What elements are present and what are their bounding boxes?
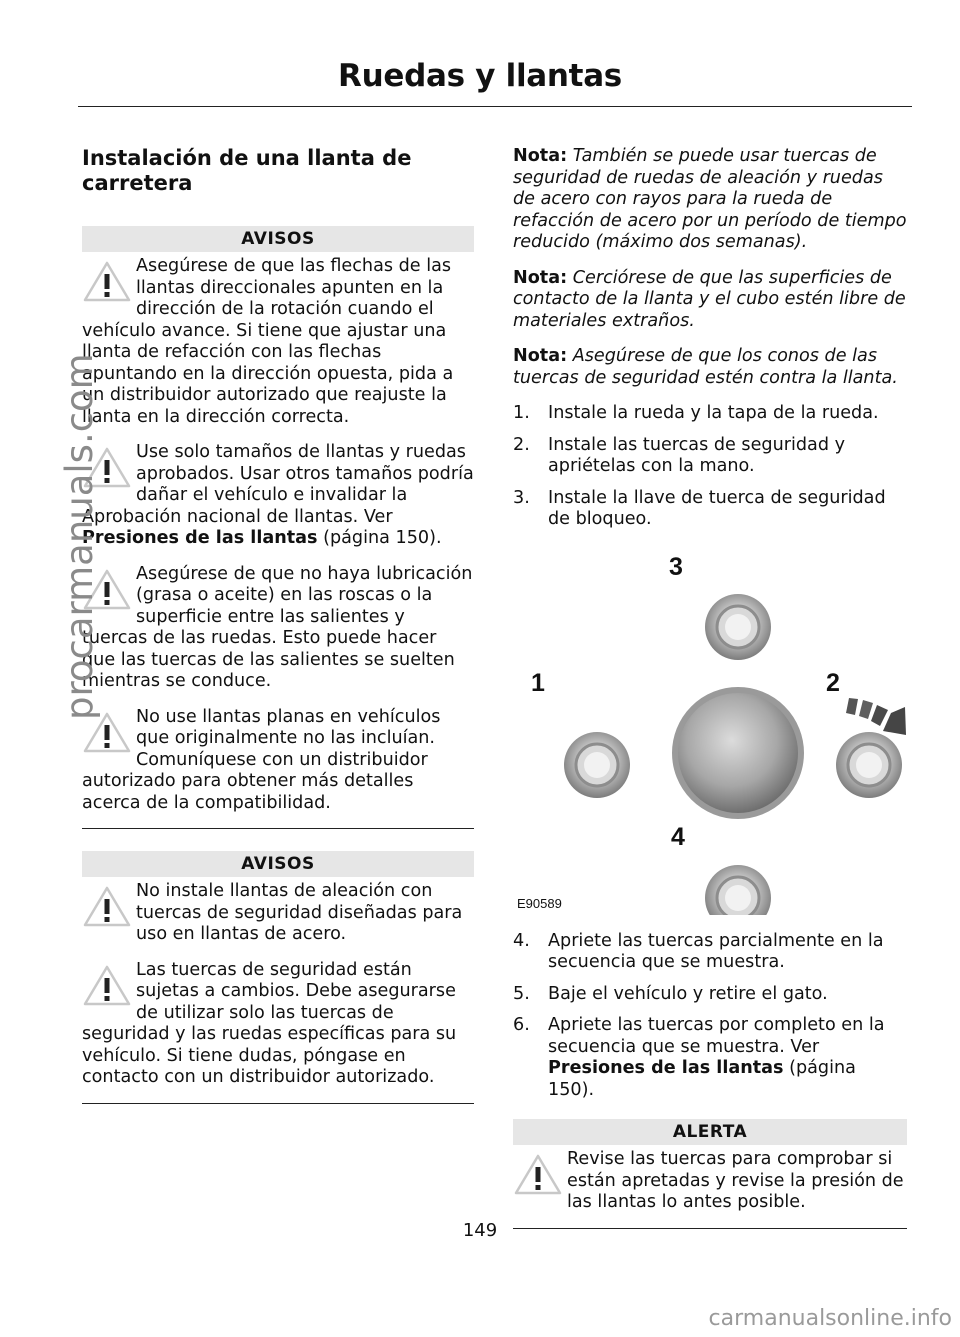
chapter-title: Ruedas y llantas — [338, 58, 622, 94]
right-column — [513, 146, 907, 1229]
step-item — [513, 1015, 907, 1101]
lug-nut-1 — [564, 732, 630, 798]
wheel-hub — [675, 690, 801, 816]
lug-nut-4 — [705, 865, 771, 915]
step-item — [513, 984, 907, 1006]
step-item — [513, 488, 907, 531]
warning-box-1 — [82, 226, 474, 829]
step-text: Instale la llave de tuerca de seguridad de bloqueo. — [548, 487, 886, 529]
step-text: Apriete las tuercas parcialmente en la secuencia que se muestra. — [548, 930, 884, 972]
note-text: También se puede usar tuercas de seguridad de ruedas de aleación y ruedas de acero con rayos para la rueda de refacción de acero por un período de tiempo reducido (máximo dos semanas). — [513, 146, 907, 252]
left-column — [82, 146, 474, 1104]
watermark-left: procarmanuals.com — [58, 353, 101, 720]
warning-item — [82, 707, 474, 815]
step-item — [513, 435, 907, 478]
page-reference: (página 150). — [317, 528, 442, 548]
steps-list — [513, 403, 907, 531]
page-reference: (página 150). — [548, 1058, 856, 1100]
warning-item — [82, 881, 474, 946]
lug-nut-3 — [705, 594, 771, 660]
lug-nut-2 — [836, 732, 902, 798]
sequence-label: 2 — [826, 668, 840, 697]
step-number: 4. — [513, 930, 530, 951]
warning-box-2 — [82, 851, 474, 1104]
warning-heading: AVISOS — [82, 851, 474, 877]
tighten-arrow-icon — [846, 698, 906, 735]
warning-item — [82, 442, 474, 550]
step-text: Baje el vehículo y retire el gato. — [548, 983, 828, 1004]
warning-text: No use llantas planas en vehículos que originalmente no las incluían. Comuníquese con un distribuidor autorizado para obtener más detalles acerca de la compatibilidad. — [82, 706, 441, 813]
step-item — [513, 403, 907, 425]
note-text: Asegúrese de que los conos de las tuercas de seguridad estén contra la llanta. — [513, 346, 898, 388]
alert-item — [513, 1149, 907, 1214]
warning-text: Asegúrese de que no haya lubricación (grasa o aceite) en las roscas o la superficie entre las salientes y tuercas de las ruedas. Esto puede hacer que las tuercas de las salientes se suelten mientras se conduce. — [82, 563, 473, 691]
step-item — [513, 931, 907, 974]
note — [513, 268, 907, 333]
warning-text: Use solo tamaños de llantas y ruedas aprobados. Usar otros tamaños podría dañar el vehículo e invalidar la Aprobación nacional de llantas. Ver — [82, 442, 474, 527]
note-text: Cerciórese de que las superficies de contacto de la llanta y el cubo estén libre de materiales extraños. — [513, 267, 906, 331]
note — [513, 346, 907, 389]
sequence-label: 1 — [531, 668, 545, 697]
step-text: Instale las tuercas de seguridad y apriételas con la mano. — [548, 434, 845, 476]
note-label: Nota: — [513, 267, 568, 288]
note-label: Nota: — [513, 146, 568, 166]
sequence-label: 3 — [669, 552, 683, 581]
alert-text: Revise las tuercas para comprobar si están apretadas y revise la presión de las llantas lo antes posible. — [567, 1149, 904, 1212]
note — [513, 146, 907, 254]
tire-pressure-link[interactable]: Presiones de las llantas — [548, 1058, 784, 1078]
note-label: Nota: — [513, 346, 568, 366]
lug-nut-sequence-figure — [513, 545, 907, 915]
watermark-bottom: carmanualsonline.info — [708, 1306, 952, 1331]
lug-nut-diagram — [513, 545, 907, 915]
steps-list — [513, 931, 907, 1102]
warning-text: Las tuercas de seguridad están sujetas a cambios. Debe asegurarse de utilizar solo las tuercas de seguridad y las ruedas específicas para su vehículo. Si tiene dudas, póngase en contacto con un distribuidor autorizado. — [82, 959, 457, 1087]
sequence-label: 4 — [671, 822, 685, 851]
page-number: 149 — [462, 1220, 498, 1241]
step-text: Apriete las tuercas por completo en la secuencia que se muestra. Ver — [548, 1015, 885, 1057]
alert-heading: ALERTA — [513, 1119, 907, 1145]
step-number: 3. — [513, 487, 530, 508]
section-title: Instalación de una llanta de carretera — [82, 146, 412, 195]
warning-rule — [82, 1103, 474, 1104]
figure-code: E90589 — [517, 895, 562, 911]
warning-heading: AVISOS — [82, 226, 474, 252]
step-text: Instale la rueda y la tapa de la rueda. — [548, 403, 879, 423]
step-number: 6. — [513, 1015, 530, 1035]
warning-triangle-icon — [82, 260, 132, 304]
header-rule — [78, 106, 912, 107]
step-number: 2. — [513, 434, 530, 455]
warning-item — [82, 564, 474, 693]
tire-pressure-link[interactable]: Presiones de las llantas — [82, 528, 318, 548]
warning-triangle-icon — [82, 885, 132, 929]
alert-box — [513, 1119, 907, 1229]
warning-triangle-icon — [513, 1153, 563, 1197]
warning-item — [82, 960, 474, 1089]
warning-item — [82, 256, 474, 428]
warning-text: Asegúrese de que las flechas de las llantas direccionales apunten en la dirección de la rotación cuando el vehículo avance. Si tiene que ajustar una llanta de refacción con las flechas apuntando en la dirección opuesta, pida a un distribuidor autorizado que reajuste la llanta en la dirección correcta. — [82, 256, 454, 427]
warning-triangle-icon — [82, 964, 132, 1008]
step-number: 1. — [513, 403, 530, 423]
warning-text: No instale llantas de aleación con tuercas de seguridad diseñadas para uso en llantas de acero. — [136, 881, 463, 944]
step-number: 5. — [513, 983, 530, 1004]
warning-rule — [82, 828, 474, 829]
